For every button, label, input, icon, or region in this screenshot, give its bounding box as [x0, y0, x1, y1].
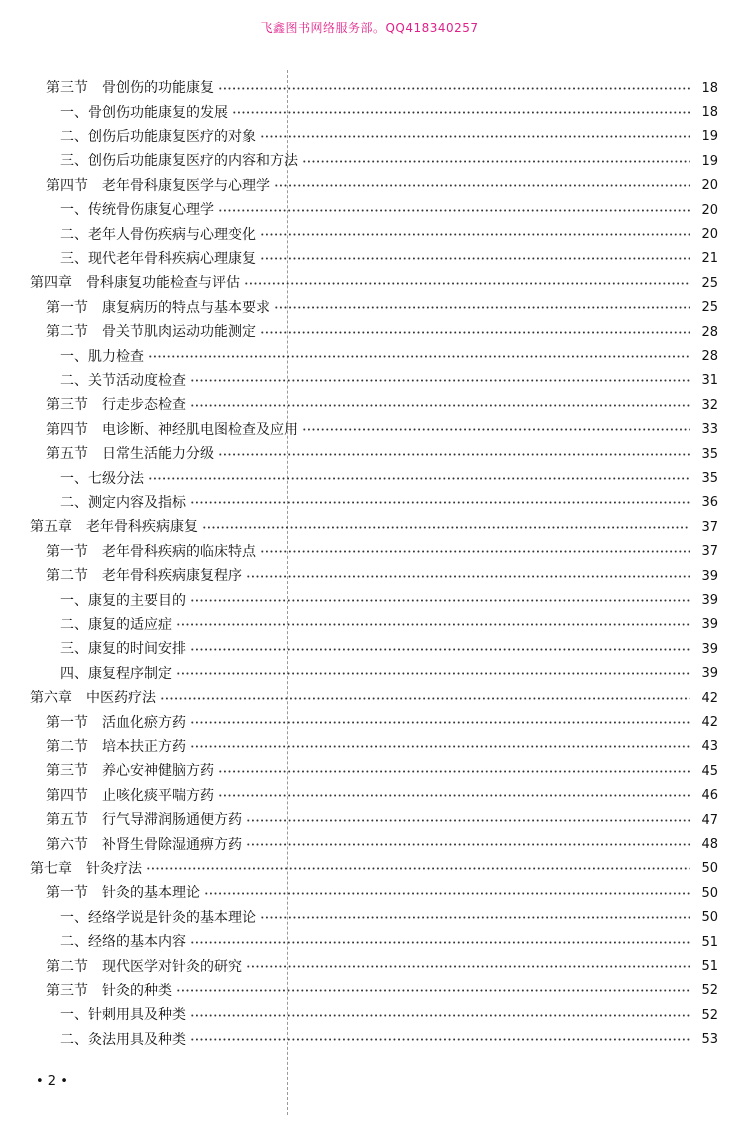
toc-entry-title: 第一节 康复病历的特点与基本要求	[46, 299, 270, 316]
toc-entry-title: 第二节 现代医学对针灸的研究	[46, 958, 242, 975]
dot-leader	[246, 965, 690, 968]
toc-entry-page: 50	[701, 861, 718, 877]
toc-entry-page: 21	[701, 251, 718, 267]
dot-leader	[190, 648, 690, 651]
toc-entry	[46, 735, 718, 759]
toc-entry-page: 31	[701, 373, 718, 389]
toc-entry	[60, 466, 718, 490]
toc-entry-title: 第七章 针灸疗法	[30, 860, 142, 877]
toc-entry-title: 三、康复的时间安排	[60, 641, 186, 658]
dot-leader	[246, 819, 690, 822]
toc-entry	[46, 759, 718, 783]
toc-entry-page: 36	[701, 495, 718, 511]
toc-entry-page: 20	[701, 202, 718, 218]
toc-entry-page: 28	[701, 349, 718, 365]
toc-entry-page: 35	[701, 471, 718, 487]
toc-entry-title: 第一节 老年骨科疾病的临床特点	[46, 543, 256, 560]
dot-leader	[190, 745, 690, 748]
dot-leader	[260, 331, 690, 334]
toc-entry-title: 第二节 培本扶正方药	[46, 738, 186, 755]
dot-leader	[190, 501, 690, 504]
toc-entry	[60, 247, 718, 271]
dot-leader	[176, 989, 690, 992]
toc-entry-title: 二、测定内容及指标	[60, 494, 186, 511]
toc-entry	[60, 222, 718, 246]
dot-leader	[246, 575, 690, 578]
toc-entry-page: 28	[701, 324, 718, 340]
toc-entry-page: 50	[701, 885, 718, 901]
dot-leader	[190, 941, 690, 944]
toc-entry	[46, 784, 718, 808]
toc-entry	[46, 564, 718, 588]
toc-entry	[60, 369, 718, 393]
toc-entry-title: 一、针刺用具及种类	[60, 1007, 186, 1024]
toc-entry-page: 18	[701, 80, 718, 96]
toc-entry	[46, 442, 718, 466]
dot-leader	[190, 404, 690, 407]
toc-entry	[46, 393, 718, 417]
toc-entry-title: 第三节 针灸的种类	[46, 982, 172, 999]
dot-leader	[218, 770, 690, 773]
dot-leader	[148, 477, 690, 480]
dot-leader	[260, 233, 690, 236]
dot-leader	[190, 1038, 690, 1041]
toc-entry-title: 第四节 老年骨科康复医学与心理学	[46, 177, 270, 194]
toc-entry-title: 三、现代老年骨科疾病心理康复	[60, 250, 256, 267]
toc-entry	[60, 588, 718, 612]
toc-entry-title: 一、康复的主要目的	[60, 592, 186, 609]
toc-entry	[30, 515, 718, 539]
toc-entry	[60, 637, 718, 661]
toc-entry-title: 一、经络学说是针灸的基本理论	[60, 909, 256, 926]
toc-entry	[46, 296, 718, 320]
page-number: • 2 •	[36, 1074, 68, 1089]
toc-entry-page: 48	[701, 837, 718, 853]
toc-entry-page: 53	[701, 1032, 718, 1048]
toc-entry-page: 39	[701, 568, 718, 584]
dot-leader	[244, 282, 690, 285]
toc-entry-title: 第一节 针灸的基本理论	[46, 885, 200, 902]
dot-leader	[246, 843, 690, 846]
toc-entry-page: 20	[701, 227, 718, 243]
toc-entry-page: 50	[701, 910, 718, 926]
toc-entry-title: 一、七级分法	[60, 470, 144, 487]
toc-entry-title: 一、肌力检查	[60, 348, 144, 365]
dot-leader	[274, 184, 690, 187]
toc-entry-title: 二、创伤后功能康复医疗的对象	[60, 128, 256, 145]
toc-entry-title: 一、传统骨伤康复心理学	[60, 202, 214, 219]
toc-entry	[46, 174, 718, 198]
toc-entry	[60, 906, 718, 930]
toc-entry-page: 52	[701, 983, 718, 999]
toc-entry	[30, 686, 718, 710]
dot-leader	[190, 379, 690, 382]
toc-entry	[46, 832, 718, 856]
toc-entry-page: 18	[701, 105, 718, 121]
toc-entry-title: 二、老年人骨伤疾病与心理变化	[60, 226, 256, 243]
dot-leader	[302, 160, 690, 163]
dot-leader	[190, 599, 690, 602]
toc-entry	[60, 662, 718, 686]
toc-entry-title: 第六章 中医药疗法	[30, 690, 156, 707]
toc-entry-title: 二、关节活动度检查	[60, 372, 186, 389]
toc-entry-page: 39	[701, 617, 718, 633]
watermark-header: 飞鑫图书网络服务部。QQ418340257	[260, 21, 479, 35]
toc-entry	[46, 320, 718, 344]
toc-entry	[60, 149, 718, 173]
dot-leader	[204, 892, 690, 895]
toc-entry-title: 第五节 行气导滞润肠通便方药	[46, 812, 242, 829]
toc-entry	[46, 979, 718, 1003]
toc-entry-page: 39	[701, 593, 718, 609]
toc-entry-title: 第三节 骨创伤的功能康复	[46, 80, 214, 97]
toc-entry	[46, 418, 718, 442]
toc-entry	[46, 76, 718, 100]
toc-entry	[60, 930, 718, 954]
dot-leader	[176, 623, 690, 626]
toc-entry-title: 一、骨创伤功能康复的发展	[60, 104, 228, 121]
toc-entry	[46, 954, 718, 978]
toc-entry-page: 51	[701, 934, 718, 950]
toc-entry-title: 第一节 活血化瘀方药	[46, 714, 186, 731]
dot-leader	[146, 867, 690, 870]
toc-entry-page: 25	[701, 300, 718, 316]
toc-entry-page: 39	[701, 641, 718, 657]
dot-leader	[190, 721, 690, 724]
dot-leader	[260, 916, 690, 919]
dot-leader	[232, 111, 690, 114]
toc-entry-page: 43	[701, 739, 718, 755]
toc-entry	[60, 1028, 718, 1052]
dot-leader	[176, 672, 690, 675]
dot-leader	[190, 1014, 690, 1017]
toc-entry-title: 二、经络的基本内容	[60, 934, 186, 951]
toc-entry-page: 19	[701, 129, 718, 145]
dot-leader	[218, 453, 690, 456]
toc-entry	[30, 271, 718, 295]
toc-entry	[60, 125, 718, 149]
toc-entry-title: 第四节 电诊断、神经肌电图检查及应用	[46, 421, 298, 438]
dot-leader	[260, 135, 690, 138]
toc-entry-page: 25	[701, 275, 718, 291]
toc-entry	[60, 613, 718, 637]
toc-entry-page: 45	[701, 763, 718, 779]
toc-entry	[46, 808, 718, 832]
dot-leader	[218, 87, 690, 90]
toc-entry-page: 52	[701, 1007, 718, 1023]
toc-entry-title: 四、康复程序制定	[60, 665, 172, 682]
toc-entry-page: 39	[701, 666, 718, 682]
dot-leader	[274, 306, 690, 309]
toc-entry-page: 51	[701, 959, 718, 975]
toc-entry-title: 第四章 骨科康复功能检查与评估	[30, 275, 240, 292]
dot-leader	[202, 526, 690, 529]
toc-entry	[60, 1003, 718, 1027]
toc-entry-title: 二、灸法用具及种类	[60, 1031, 186, 1048]
toc-entry	[30, 857, 718, 881]
toc-entry-title: 第三节 行走步态检查	[46, 397, 186, 414]
toc-entry-title: 第六节 补肾生骨除湿通痹方药	[46, 836, 242, 853]
toc-entry-page: 42	[701, 715, 718, 731]
toc-entry-page: 32	[701, 397, 718, 413]
toc-entry	[60, 491, 718, 515]
dot-leader	[218, 209, 690, 212]
dot-leader	[260, 257, 690, 260]
toc-entry	[60, 344, 718, 368]
toc-entry-page: 33	[701, 422, 718, 438]
dot-leader	[260, 550, 690, 553]
toc-entry-page: 42	[701, 690, 718, 706]
toc-entry-title: 第五章 老年骨科疾病康复	[30, 519, 198, 536]
dot-leader	[218, 794, 690, 797]
dot-leader	[160, 697, 690, 700]
toc-entry	[60, 100, 718, 124]
toc-entry-page: 37	[701, 519, 718, 535]
toc-entry-title: 第二节 老年骨科疾病康复程序	[46, 568, 242, 585]
toc-entry-title: 第四节 止咳化痰平喘方药	[46, 787, 214, 804]
toc-entry-title: 三、创伤后功能康复医疗的内容和方法	[60, 153, 298, 170]
toc-entry-title: 第二节 骨关节肌肉运动功能测定	[46, 324, 256, 341]
toc-entry-title: 第三节 养心安神健脑方药	[46, 763, 214, 780]
toc-entry-page: 37	[701, 544, 718, 560]
toc-entry-title: 二、康复的适应症	[60, 616, 172, 633]
toc-entry	[60, 198, 718, 222]
toc-entry-page: 20	[701, 178, 718, 194]
toc-entry-page: 35	[701, 446, 718, 462]
toc-entry	[46, 710, 718, 734]
toc-entry-page: 19	[701, 153, 718, 169]
dot-leader	[302, 428, 690, 431]
dot-leader	[148, 355, 690, 358]
toc-entry-title: 第五节 日常生活能力分级	[46, 446, 214, 463]
toc-entry	[46, 881, 718, 905]
toc-entry	[46, 540, 718, 564]
toc-entry-page: 46	[701, 788, 718, 804]
toc-entry-page: 47	[701, 812, 718, 828]
